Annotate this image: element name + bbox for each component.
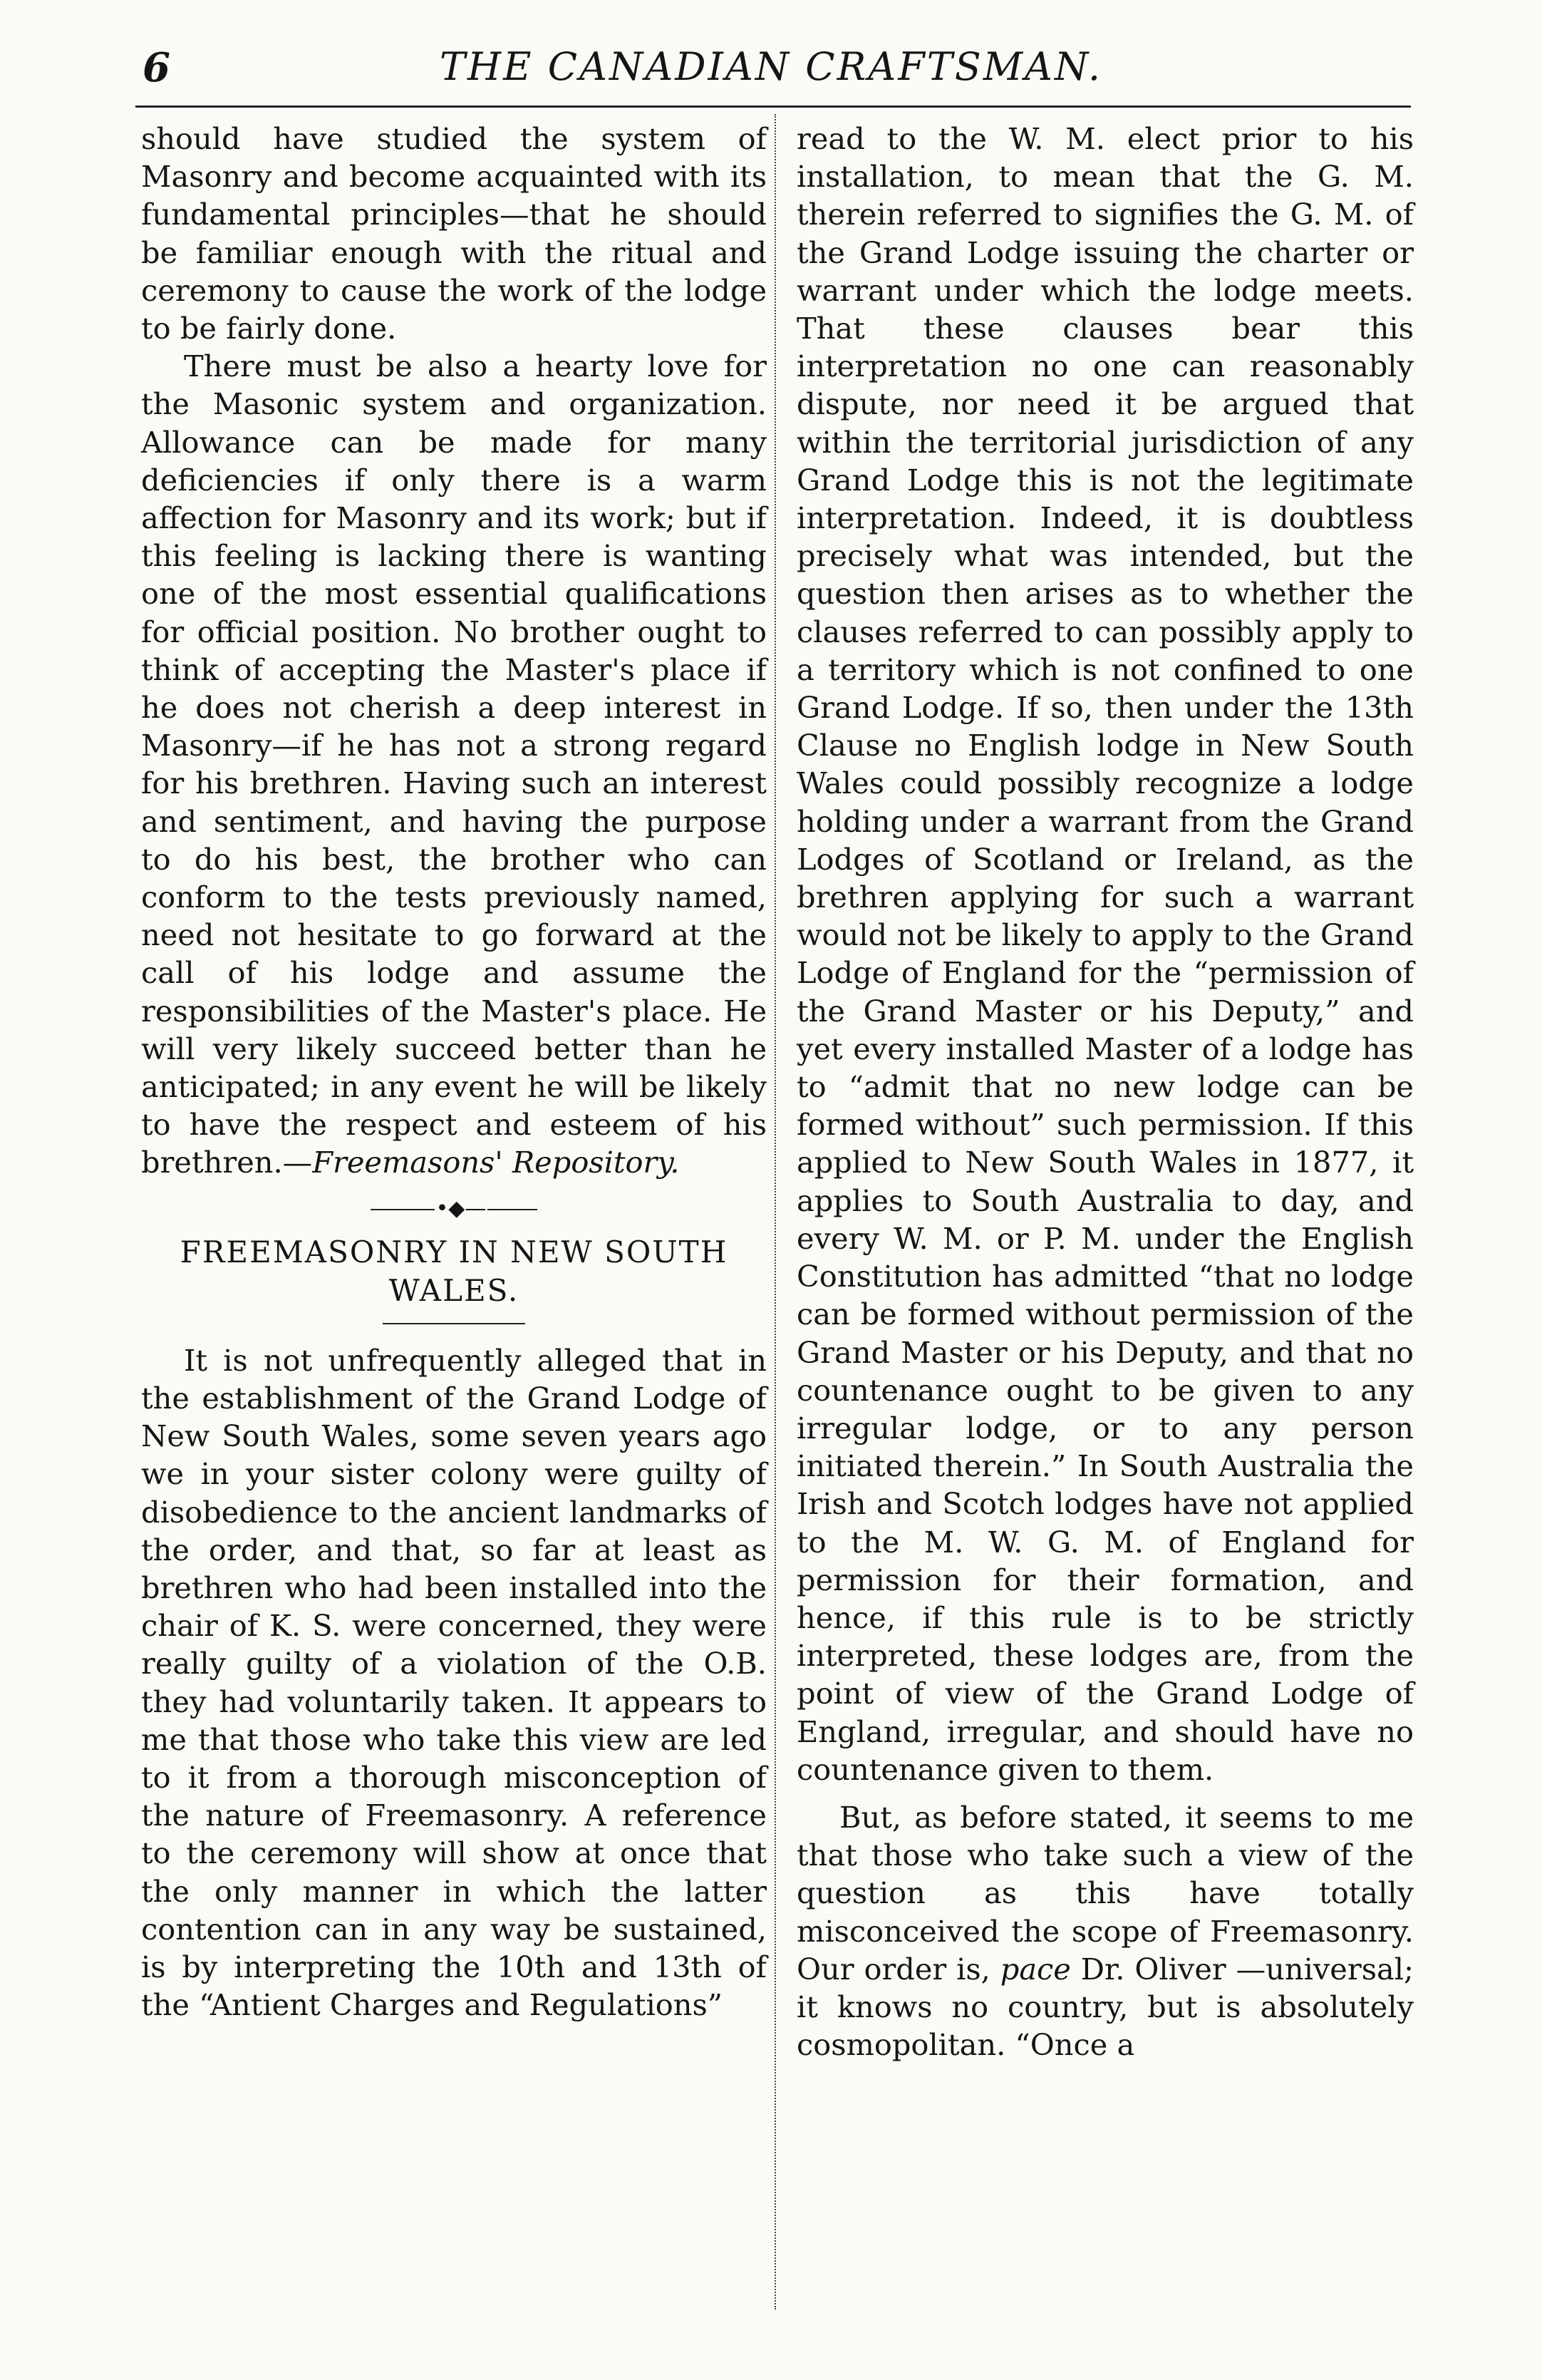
column-divider: [775, 114, 776, 2309]
page-number: 6: [143, 44, 170, 91]
page-title: THE CANADIAN CRAFTSMAN.: [440, 44, 1102, 89]
left-paragraph-1: should have studied the system of Masonry and become acquainted with its fundamental principles—that he should be familiar enough with the ritual and ceremony to cause the work of the lodge to be fairly done.: [141, 121, 767, 346]
source-citation: Freemasons' Repository.: [312, 1145, 680, 1180]
right-column: [797, 120, 1414, 2064]
section-ornament-rule: [141, 1195, 767, 1223]
article-heading-line-2: WALES.: [388, 1272, 519, 1308]
right-paragraph-1: read to the W. M. elect prior to his installation, to mean that the G. M. therein referred to signifies the G. M. of the Grand Lodge issuing the charter or warrant under which the lodge meets. That these clauses bear this interpretation no one can reasonably dispute, nor need it be argued that within the territorial jurisdiction of any Grand Lodge this is not the legitimate interpretation. Indeed, it is doubtless precisely what was intended, but the question then arises as to whether the clauses referred to can possibly apply to a territory which is not confined to one Grand Lodge. If so, then under the 13th Clause no English lodge in New South Wales could possibly recognize a lodge holding under a warrant from the Grand Lodges of Scotland or Ireland, as the brethren applying for such a warrant would not be likely to apply to the Grand Lodge of England for the “permission of the Grand Master or his Deputy,” and yet every installed Master of a lodge has to “admit that no new lodge can be formed without” such permission. If this applied to New South Wales in 1877, it applies to South Australia to day, and every W. M. or P. M. under the English Constitution has admitted “that no lodge can be formed without permission of the Grand Master or his Deputy, and that no countenance ought to be given to any irregular lodge, or to any person initiated therein.” In South Australia the Irish and Scotch lodges have not applied to the M. W. G. M. of England for permission for their formation, and hence, if this rule is to be strictly interpreted, these lodges are, from the point of view of the Grand Lodge of England, irregular, and should have no countenance given to them.: [797, 121, 1414, 1787]
left-column: [141, 120, 767, 2024]
page-header: [0, 0, 1542, 107]
article-heading-line-1: FREEMASONRY IN NEW SOUTH: [180, 1234, 728, 1269]
ornament-glyph: •◆—: [435, 1195, 487, 1221]
right-paragraph-2-end: Dr. Oliver —universal; it knows no country, but is absolutely cosmopolitan. “Once a: [797, 1951, 1414, 2063]
pace-word: pace: [1000, 1951, 1071, 1987]
right-paragraph-2: [797, 1798, 1414, 2064]
left-paragraph-2: [141, 347, 767, 1181]
heading-rule: [383, 1323, 525, 1324]
left-paragraph-3: It is not unfrequently alleged that in the establishment of the Grand Lodge of New South Wales, some seven years ago we in your sister colony were guilty of disobedience to the ancient landmarks of the order, and that, so far at least as brethren who had been installed into the chair of K. S. were concerned, they were really guilty of a violation of the O.B. they had voluntarily taken. It appears to me that those who take this view are led to it from a thorough misconception of the nature of Freemasonry. A reference to the ceremony will show at once that the only manner in which the latter contention can in any way be sustained, is by interpreting the 10th and 13th of the “Antient Charges and Regulations”: [141, 1342, 767, 2023]
left-paragraph-2-text: There must be also a hearty love for the Masonic system and organization. Allowance can be made for many deficiencies if only there is a warm affection for Masonry and its work; but if this feeling is lacking there is wanting one of the most essential qualifications for official position. No brother ought to think of accepting the Master's place if he does not cherish a deep interest in Masonry—if he has not a strong regard for his brethren. Having such an interest and sentiment, and having the purpose to do his best, the brother who can conform to the tests previously named, need not hesitate to go forward at the call of his lodge and assume the responsibilities of the Master's place. He will very likely succeed better than he anticipated; in any event he will be likely to have the respect and esteem of his brethren.—: [141, 349, 767, 1180]
right-paragraph-2-start: But, as before stated, it seems to me that those who take such a view of the question as this have totally misconceived the scope of Freemasonry. Our order is,: [797, 1799, 1414, 1987]
header-rule: [135, 105, 1411, 108]
article-heading: [141, 1233, 767, 1310]
